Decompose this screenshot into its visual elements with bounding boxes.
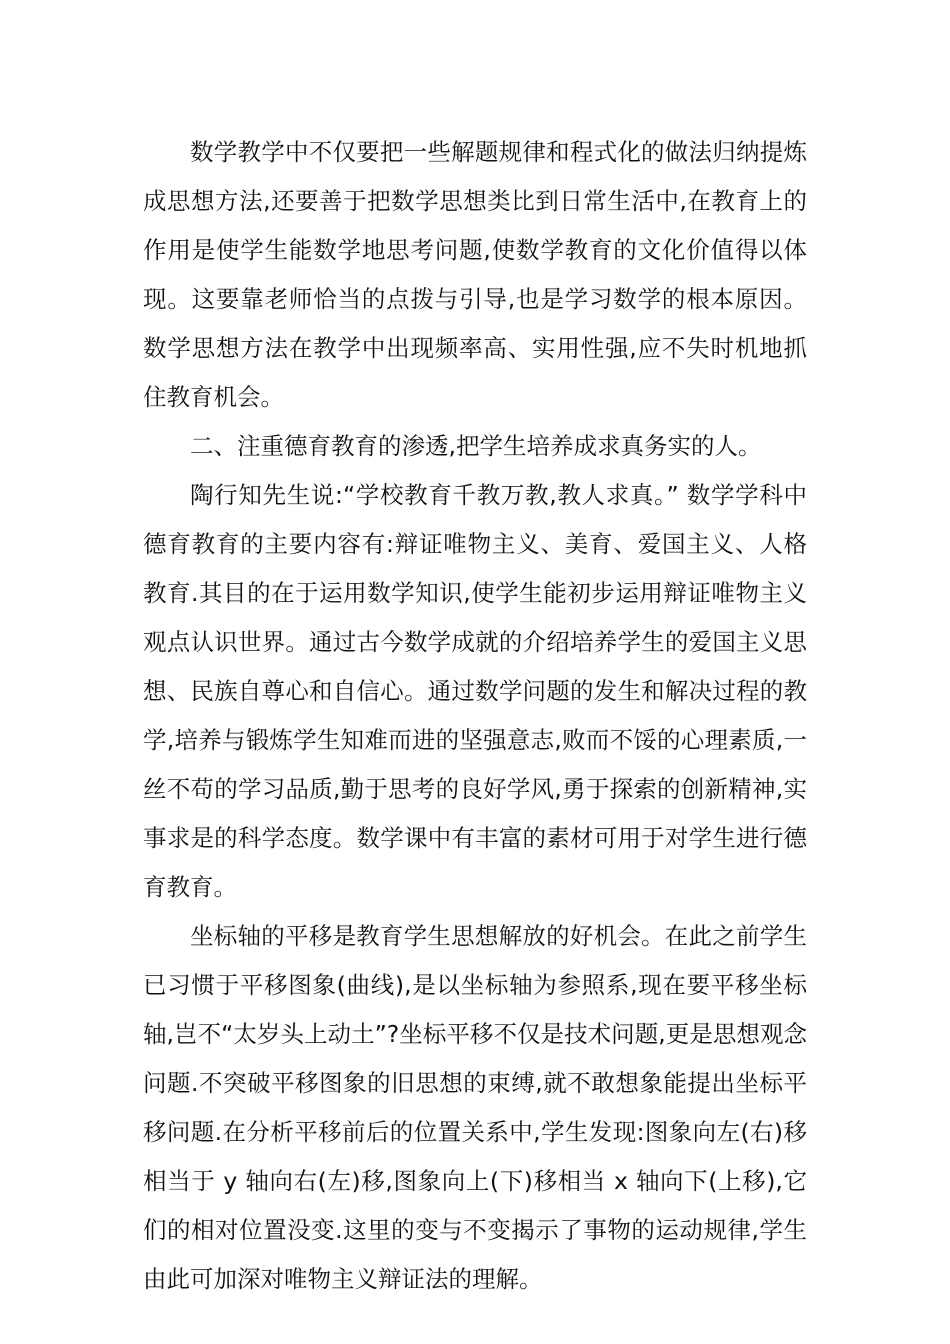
paragraph-coordinate-translation: 坐标轴的平移是教育学生思想解放的好机会。在此之前学生已习惯于平移图象(曲线),是以坐标轴为参照系,现在要平移坐标轴,岂不“太岁头上动土”?坐标平移不仅是技术问题,更是思想观念问题.不突破平移图象的旧思想的束缚,就不敢想象能提出坐标平移问题.在分析平移前后的位置关系中,学生发现:图象向左(右)移相当于 y 轴向右(左)移,图象向上(下)移相当 x 轴向下(上移),它们的相对位置没变.这里的变与不变揭示了事物的运动规律,学生由此可加深对唯物主义辩证法的理解。 <box>143 922 807 1293</box>
section-heading-moral-education: 二、注重德育教育的渗透,把学生培养成求真务实的人。 <box>190 432 762 460</box>
paragraph-moral-education-content: 陶行知先生说:“学校教育千教万教,教人求真。” 数学学科中德育教育的主要内容有:辩证唯物主义、美育、爱国主义、人格教育.其目的在于运用数学知识,使学生能初步运用辩证唯物主义观点认识世界。通过古今数学成就的介绍培养学生的爱国主义思想、民族自尊心和自信心。通过数学问题的发生和解决过程的教学,培养与锻炼学生知难而进的坚强意志,败而不馁的心理素质,一丝不苟的学习品质,勤于思考的良好学风,勇于探索的创新精神,实事求是的科学态度。数学课中有丰富的素材可用于对学生进行德育教育。 <box>143 481 807 901</box>
paragraph-math-thinking-methods: 数学教学中不仅要把一些解题规律和程式化的做法归纳提炼成思想方法,还要善于把数学思想类比到日常生活中,在教育上的作用是使学生能数学地思考问题,使数学教育的文化价值得以体现。这要靠老师恰当的点拨与引导,也是学习数学的根本原因。数学思想方法在教学中出现频率高、实用性强,应不失时机地抓住教育机会。 <box>143 138 807 411</box>
document-body <box>143 128 807 1304</box>
